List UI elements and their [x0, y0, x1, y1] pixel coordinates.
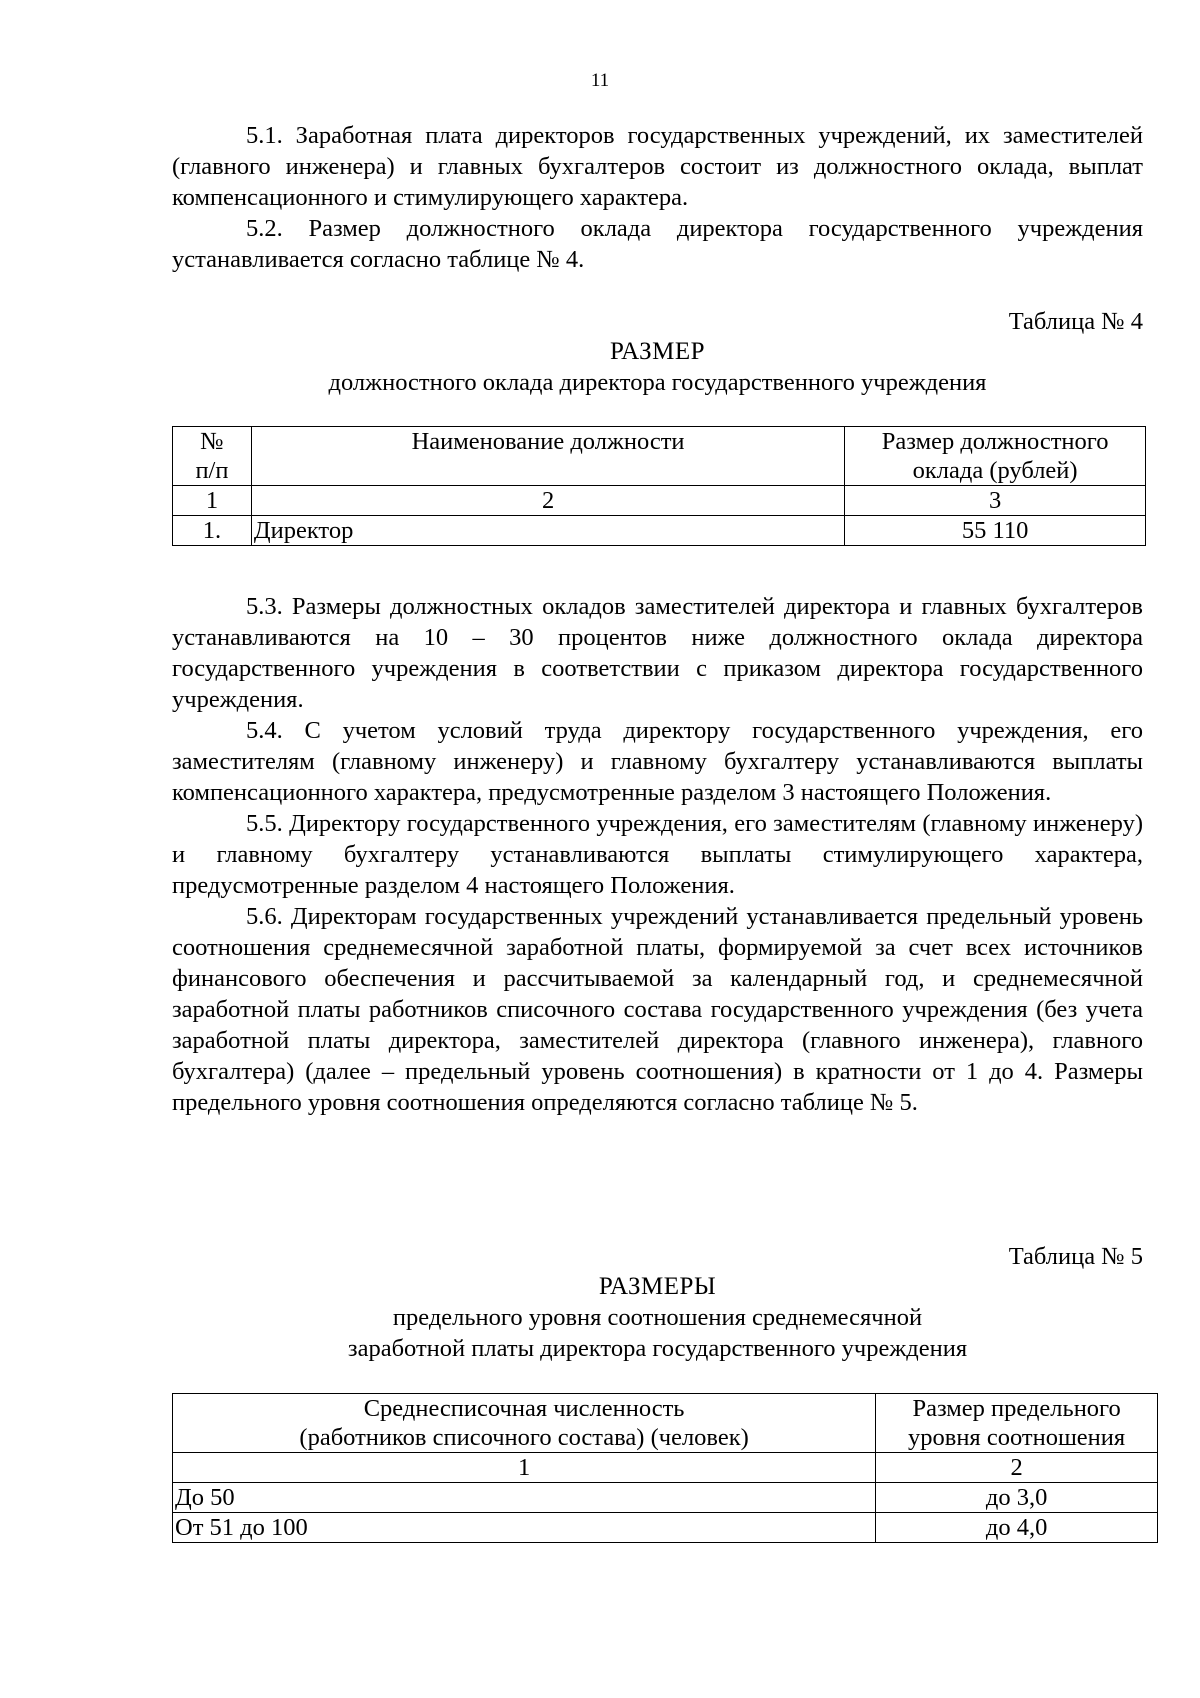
table-4-subtitle: должностного оклада директора государственного учреждения — [328, 369, 987, 396]
table-row — [173, 516, 1146, 546]
table-4-header-name: Наименование должности — [251, 427, 844, 486]
paragraph-5-2: 5.2. Размер должностного оклада директора государственного учреждения устанавливается согласно таблице № 4. — [172, 215, 1143, 273]
header-count-line2: (работников списочного состава) (человек) — [299, 1424, 749, 1451]
table-5-label: Таблица № 5 — [1008, 1243, 1143, 1270]
table-4 — [172, 426, 1146, 546]
table-5-subtitle-line2: заработной платы директора государственного учреждения — [347, 1335, 968, 1362]
header-count-line1: Среднесписочная численность — [363, 1395, 685, 1422]
row-num: 1. — [173, 516, 252, 546]
table-5-subtitle-line1: предельного уровня соотношения среднемесячной — [392, 1304, 923, 1331]
paragraph-5-1: 5.1. Заработная плата директоров государственных учреждений, их заместителей (главного инженера) и главных бухгалтеров состоит из должностного оклада, выплат компенсационного и стимулирующего характера. — [172, 122, 1143, 211]
table-5-header-row — [173, 1394, 1158, 1453]
index-cell: 2 — [251, 486, 844, 516]
paragraph-5-5: 5.5. Директору государственного учреждения, его заместителям (главному инженеру) и главному бухгалтеру устанавливаются выплаты стимулирующего характера, предусмотренные разделом 4 настоящего Положения. — [172, 810, 1143, 899]
index-cell: 3 — [845, 486, 1146, 516]
index-cell: 1 — [173, 486, 252, 516]
section-5-3-5-6 — [172, 591, 1143, 1118]
table-5-index-row — [173, 1453, 1158, 1483]
table-row — [173, 1513, 1158, 1543]
header-num-line1: № — [200, 428, 224, 455]
section-5-1-5-2 — [172, 120, 1143, 275]
table-4-title: РАЗМЕР — [609, 338, 706, 365]
table-row — [173, 1483, 1158, 1513]
table-5 — [172, 1393, 1158, 1543]
table-4-heading — [172, 336, 1143, 398]
row-salary: 55 110 — [845, 516, 1146, 546]
table-5-heading — [172, 1271, 1143, 1364]
header-size-line2: оклада (рублей) — [912, 457, 1078, 484]
table-4-index-row — [173, 486, 1146, 516]
row-headcount: До 50 — [173, 1483, 876, 1513]
table-4-header-size — [845, 427, 1146, 486]
header-size-line1: Размер должностного — [881, 428, 1109, 455]
table-4-label: Таблица № 4 — [1008, 308, 1143, 335]
header-num-line2: п/п — [195, 457, 229, 484]
paragraph-5-4: 5.4. С учетом условий труда директору государственного учреждения, его заместителям (главному инженеру) и главному бухгалтеру устанавливаются выплаты компенсационного характера, предусмотренные разделом 3 настоящего Положения. — [172, 717, 1143, 806]
table-5-header-level — [876, 1394, 1158, 1453]
index-cell: 2 — [876, 1453, 1158, 1483]
index-cell: 1 — [173, 1453, 876, 1483]
paragraph-5-6: 5.6. Директорам государственных учреждений устанавливается предельный уровень соотношения среднемесячной заработной платы, формируемой за счет всех источников финансового обеспечения и рассчитываемой за календарный год, и среднемесячной заработной платы работников списочного состава государственного учреждения (без учета заработной платы директора, заместителей директора (главного инженера), главного бухгалтера) (далее – предельный уровень соотношения) в кратности от 1 до 4. Размеры предельного уровня соотношения определяются согласно таблице № 5. — [172, 903, 1143, 1116]
header-level-line1: Размер предельного — [912, 1395, 1121, 1422]
page-number: 11 — [590, 70, 610, 91]
row-ratio: до 4,0 — [876, 1513, 1158, 1543]
header-level-line2: уровня соотношения — [908, 1424, 1126, 1451]
row-ratio: до 3,0 — [876, 1483, 1158, 1513]
row-headcount: От 51 до 100 — [173, 1513, 876, 1543]
table-4-header-row — [173, 427, 1146, 486]
table-5-header-count — [173, 1394, 876, 1453]
table-4-header-num — [173, 427, 252, 486]
row-position: Директор — [251, 516, 844, 546]
paragraph-5-3: 5.3. Размеры должностных окладов заместителей директора и главных бухгалтеров устанавливаются на 10 – 30 процентов ниже должностного оклада директора государственного учреждения в соответствии с приказом директора государственного учреждения. — [172, 593, 1143, 713]
table-5-title: РАЗМЕРЫ — [598, 1273, 717, 1300]
